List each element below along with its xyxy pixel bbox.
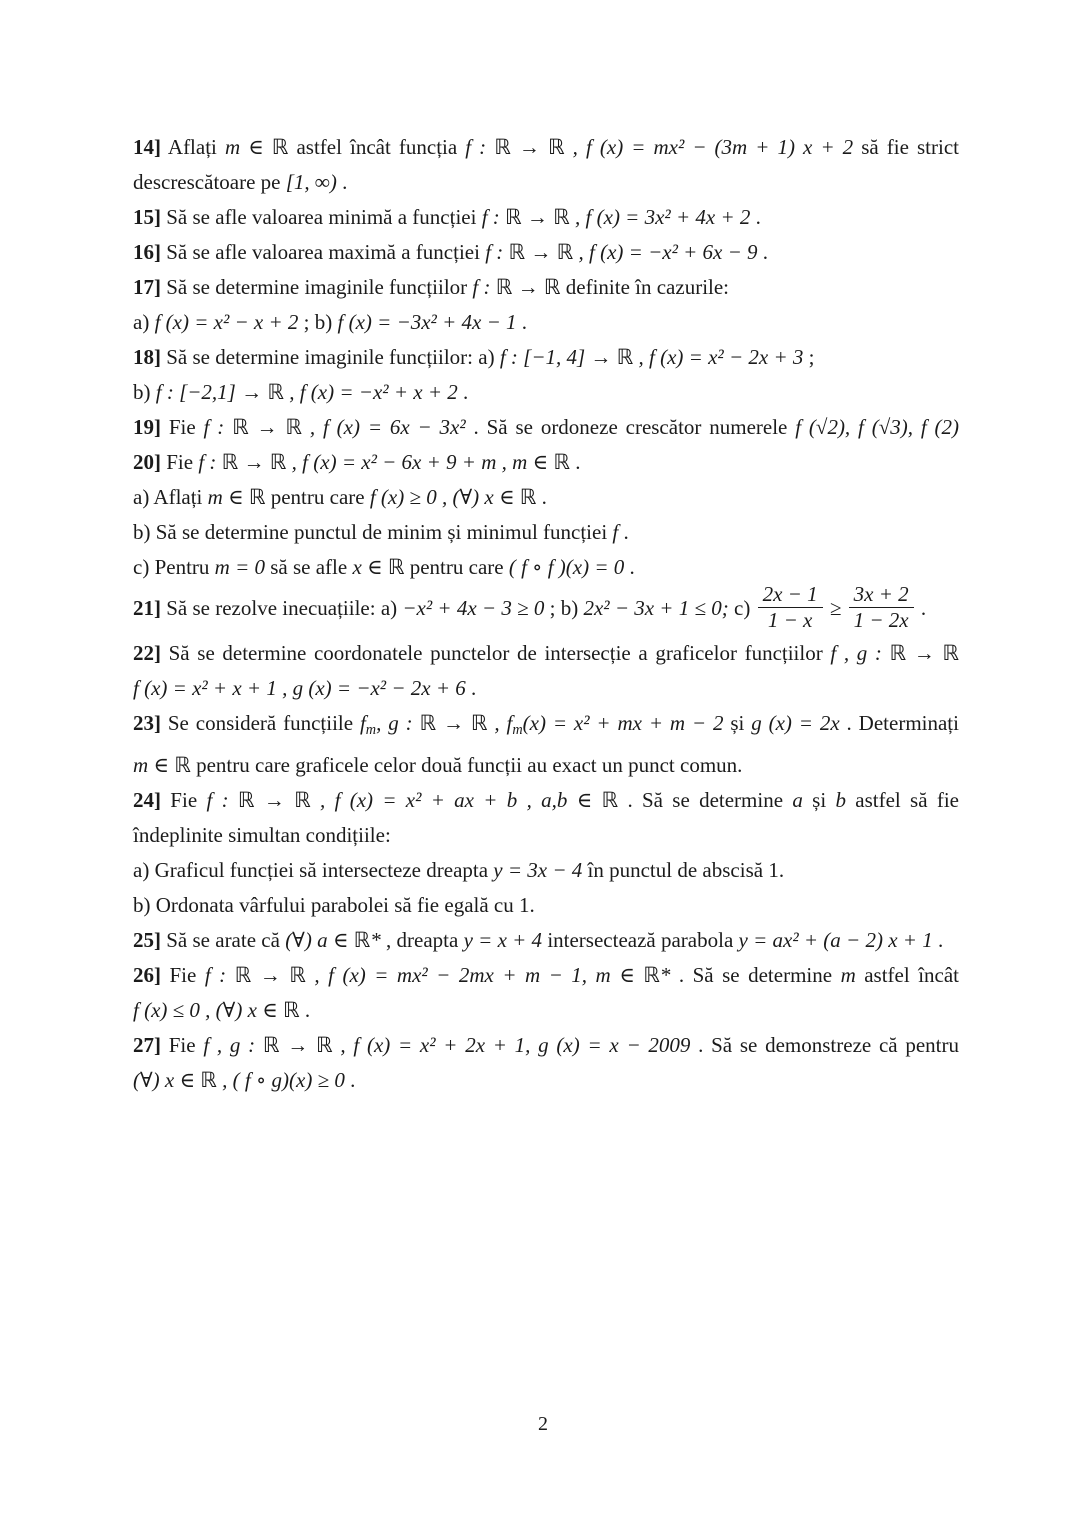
text-run: descrescătoare pe	[133, 170, 286, 194]
text-run: .	[757, 240, 769, 264]
problem-number: 27]	[133, 1032, 161, 1057]
text-run: c) Pentru	[133, 555, 215, 579]
math-run: f , g : ℝ → ℝ	[830, 640, 960, 665]
text-run: și	[723, 710, 752, 735]
math-run: , g : ℝ → ℝ , f	[376, 710, 513, 735]
text-run: ; b)	[544, 596, 584, 621]
problem-number: 15]	[133, 205, 161, 229]
text-run: Aflați	[161, 135, 225, 159]
text-run: îndeplinite simultan condițiile:	[133, 822, 391, 847]
math-run: a	[792, 787, 803, 812]
problem-number: 21]	[133, 596, 161, 621]
math-run: y = 3x − 4	[493, 857, 583, 882]
math-run: m ∈ ℝ	[207, 485, 266, 509]
math-run: g (x) = 2x	[751, 710, 840, 735]
problem-line	[133, 671, 959, 706]
math-run: (∀) a ∈ ℝ*	[285, 927, 381, 952]
math-run: f : ℝ → ℝ , f (x) = 3x² + 4x + 2	[481, 205, 751, 229]
text-run: Fie	[161, 450, 199, 474]
math-run: b	[835, 787, 846, 812]
text-run: pentru care	[404, 555, 509, 579]
text-run: .	[932, 927, 944, 952]
text-run: Să se determine imaginile funcțiilor: a)	[161, 345, 500, 369]
text-run: Fie	[161, 415, 204, 439]
text-run: . Să se determine	[618, 787, 793, 812]
text-run: Fie	[161, 962, 205, 987]
problem-number: 26]	[133, 962, 161, 987]
math-run: ≥	[824, 596, 847, 621]
text-run: intersectează parabola	[542, 927, 739, 952]
page-number: 2	[538, 1413, 548, 1435]
text-run: să fie strict	[853, 135, 960, 159]
problem-line	[133, 235, 959, 270]
problem-number: 19]	[133, 415, 161, 439]
math-run: m ∈ ℝ	[224, 135, 289, 159]
fraction-numerator: 3x + 2	[853, 582, 909, 606]
math-run: f (x) ≤ 0 , (∀) x ∈ ℝ	[133, 997, 300, 1022]
fraction-denominator: 1 − x	[758, 607, 823, 633]
subscript-run: m	[512, 721, 523, 738]
text-run: ; b)	[298, 310, 338, 334]
text-run: . Să se ordoneze crescător numerele	[465, 415, 796, 439]
math-run: f : ℝ → ℝ , f (x) = mx² − (3m + 1) x + 2	[465, 135, 854, 159]
problem-line	[133, 993, 959, 1028]
math-run: f , g : ℝ → ℝ , f (x) = x² + 2x + 1, g (x) = x − 2009	[203, 1032, 691, 1057]
text-run: Să se arate că	[161, 927, 286, 952]
math-run: f : ℝ → ℝ , f (x) = 6x − 3x²	[203, 415, 466, 439]
text-run: Să se determine coordonatele punctelor de intersecție a graficelor funcțiilor	[161, 640, 831, 665]
text-run: b) Să se determine punctul de minim și minimul funcției	[133, 520, 613, 544]
text-run: .	[457, 380, 469, 404]
text-run: astfel încât	[855, 962, 960, 987]
text-run: astfel să fie	[845, 787, 959, 812]
math-run: y = x + 4	[463, 927, 543, 952]
text-run: pentru care graficele celor două funcții au exact un punct comun.	[190, 752, 743, 777]
problem-number: 17]	[133, 275, 161, 299]
problem-number: 25]	[133, 927, 161, 952]
text-run: ;	[803, 345, 815, 369]
text-run: Se consideră funcțiile	[161, 710, 360, 735]
problem-line	[133, 636, 959, 671]
math-run: f (x) = x² − x + 2	[154, 310, 299, 334]
problem-line	[133, 888, 959, 923]
problem-number: 22]	[133, 640, 161, 665]
math-run: f : [−1, 4] → ℝ , f (x) = x² − 2x + 3	[499, 345, 804, 369]
math-run: m ∈ ℝ	[133, 752, 191, 777]
problem-line	[133, 1028, 959, 1063]
text-run: a)	[133, 310, 155, 334]
problem-line	[133, 270, 959, 305]
math-run: f : ℝ → ℝ , f (x) = x² − 6x + 9 + m , m ∈ ℝ	[198, 450, 570, 474]
problem-line	[133, 410, 959, 445]
text-run: b)	[133, 380, 156, 404]
text-run: să se afle	[265, 555, 353, 579]
text-run: Să se afle valoarea maximă a funcției	[161, 240, 486, 264]
text-run: , dreapta	[380, 927, 464, 952]
text-run: .	[299, 997, 311, 1022]
problem-line	[133, 853, 959, 888]
problem-line	[133, 1063, 959, 1098]
problem-number: 16]	[133, 240, 161, 264]
problem-line	[133, 445, 959, 480]
text-run: Fie	[161, 787, 207, 812]
text-run: . Determinați	[839, 710, 959, 735]
math-run: ( f ∘ f )(x) = 0	[508, 555, 625, 579]
text-run: c)	[728, 596, 756, 621]
text-run: b) Ordonata vârfului parabolei să fie egală cu 1.	[133, 892, 535, 917]
problem-number: 23]	[133, 710, 161, 735]
fraction-denominator: 1 − 2x	[849, 607, 914, 633]
problem-line	[133, 200, 959, 235]
math-run: f : ℝ → ℝ , f (x) = x² + ax + b , a,b ∈ ℝ	[206, 787, 619, 812]
math-run: f (√2), f (√3), f (2)	[795, 415, 960, 439]
problem-line	[133, 375, 959, 410]
text-run: .	[624, 555, 635, 579]
problem-number: 20]	[133, 450, 161, 474]
problem-line	[133, 783, 959, 818]
problem-line	[133, 582, 959, 636]
problem-line	[133, 958, 959, 993]
text-run: Să se determine imaginile funcțiilor	[161, 275, 473, 299]
math-run: f (x) ≥ 0 , (∀) x ∈ ℝ	[369, 485, 537, 509]
problem-line	[133, 480, 959, 515]
math-run: x ∈ ℝ	[352, 555, 405, 579]
math-run: f : ℝ → ℝ	[472, 275, 561, 299]
problem-line	[133, 550, 959, 585]
math-run: −x² + 4x − 3 ≥ 0	[402, 596, 545, 621]
text-run: . Să se demonstreze că pentru	[690, 1032, 959, 1057]
problem-line	[133, 340, 959, 375]
text-run: în punctul de abscisă 1.	[582, 857, 785, 882]
math-run: m	[840, 962, 856, 987]
math-run: f : ℝ → ℝ , f (x) = mx² − 2mx + m − 1, m ∈ ℝ*	[204, 962, 671, 987]
text-run: Să se afle valoarea minimă a funcției	[161, 205, 482, 229]
text-run: Fie	[161, 1032, 204, 1057]
fraction-numerator: 2x − 1	[762, 582, 818, 606]
math-run: m = 0	[214, 555, 265, 579]
text-run: a) Aflați	[133, 485, 208, 509]
fraction	[756, 582, 825, 633]
problem-line	[133, 305, 959, 340]
problem-line	[133, 818, 959, 853]
math-run: f	[612, 520, 619, 544]
problem-number: 24]	[133, 787, 161, 812]
math-run: y = ax² + (a − 2) x + 1	[738, 927, 933, 952]
math-run: f (x) = −3x² + 4x − 1	[337, 310, 517, 334]
text-run: .	[915, 596, 927, 621]
math-run: f	[359, 710, 366, 735]
text-run: .	[516, 310, 528, 334]
text-run: .	[465, 675, 477, 700]
math-run: [1, ∞)	[285, 170, 337, 194]
problem-number: 14]	[133, 135, 161, 159]
math-run: f : ℝ → ℝ , f (x) = −x² + 6x − 9	[485, 240, 758, 264]
problem-line	[133, 130, 959, 165]
fraction	[847, 582, 916, 633]
text-run: a) Graficul funcției să intersecteze dreapta	[133, 857, 494, 882]
math-run: (x) = x² + mx + m − 2	[522, 710, 724, 735]
text-run: și	[802, 787, 836, 812]
text-run: .	[344, 1067, 356, 1092]
problems-list	[133, 130, 959, 1098]
problem-number: 18]	[133, 345, 161, 369]
text-run: astfel încât funcția	[288, 135, 466, 159]
text-run: .	[336, 170, 348, 194]
text-run: . Să se determine	[670, 962, 841, 987]
text-run: Să se rezolve inecuațiile: a)	[161, 596, 403, 621]
subscript-run: m	[365, 721, 377, 738]
problem-line	[133, 923, 959, 958]
math-run: 2x² − 3x + 1 ≤ 0;	[583, 596, 729, 621]
text-run: .	[750, 205, 761, 229]
text-run: definite în cazurile:	[560, 275, 730, 299]
problem-line	[133, 748, 959, 783]
math-run: f (x) = x² + x + 1 , g (x) = −x² − 2x + 6	[133, 675, 466, 700]
problem-line	[133, 706, 959, 748]
problem-line	[133, 515, 959, 550]
math-run: (∀) x ∈ ℝ , ( f ∘ g)(x) ≥ 0	[133, 1067, 345, 1092]
math-run: f : [−2,1] → ℝ , f (x) = −x² + x + 2	[155, 380, 458, 404]
problem-line	[133, 165, 959, 200]
text-run: .	[618, 520, 629, 544]
text-run: .	[536, 485, 547, 509]
text-run: pentru care	[265, 485, 370, 509]
text-run: .	[569, 450, 581, 474]
